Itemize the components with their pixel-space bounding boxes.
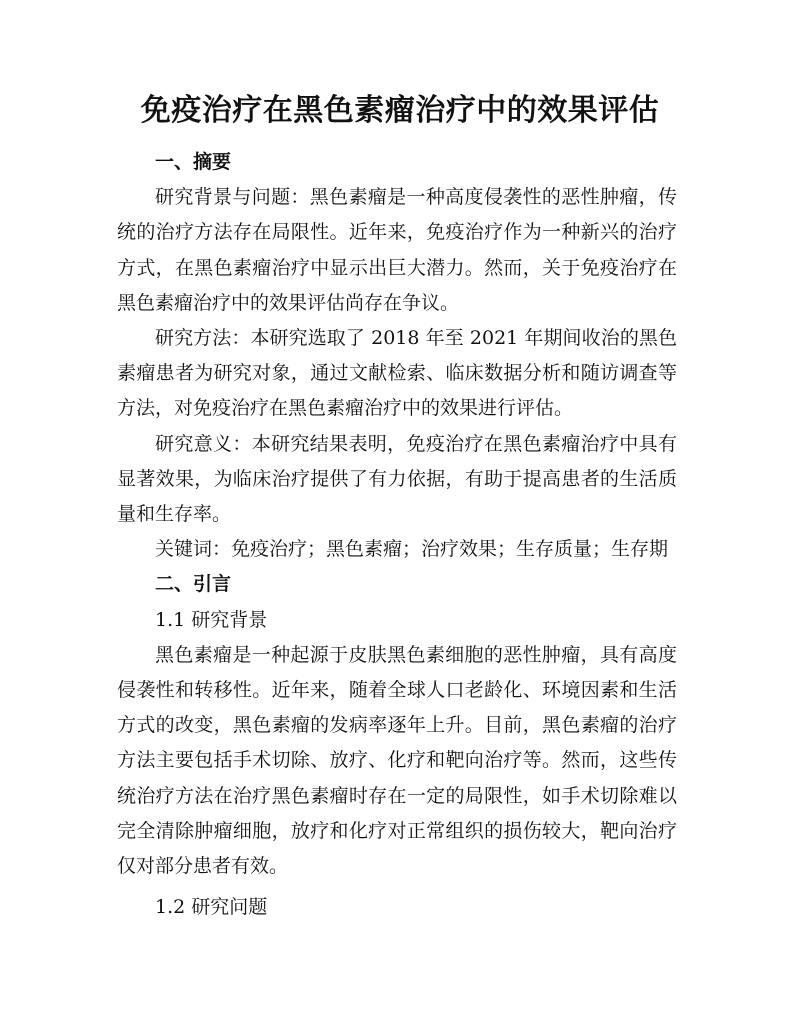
abstract-background-paragraph: 研究背景与问题：黑色素瘤是一种高度侵袭性的恶性肿瘤，传统的治疗方法存在局限性。近年来，免疫治疗作为一种新兴的治疗方式，在黑色素瘤治疗中显示出巨大潜力。然而，关于免疫治疗在黑色素瘤治疗中的效果评估尚存在争议。: [117, 186, 677, 314]
document-title: 免疫治疗在黑色素瘤治疗中的效果评估: [140, 93, 660, 128]
keywords-line: 关键词：免疫治疗；黑色素瘤；治疗效果；生存质量；生存期: [155, 538, 669, 561]
research-question-heading: 1.2 研究问题: [155, 896, 268, 919]
research-background-paragraph: 黑色素瘤是一种起源于皮肤黑色素细胞的恶性肿瘤，具有高度侵袭性和转移性。近年来，随着全球人口老龄化、环境因素和生活方式的改变，黑色素瘤的发病率逐年上升。目前，黑色素瘤的治疗方法主要包括手术切除、放疗、化疗和靶向治疗等。然而，这些传统治疗方法在治疗黑色素瘤时存在一定的局限性，如手术切除难以完全清除肿瘤细胞，放疗和化疗对正常组织的损伤较大，靶向治疗仅对部分患者有效。: [117, 643, 677, 878]
document-body: [117, 145, 677, 925]
abstract-heading: 一、摘要: [155, 151, 232, 173]
abstract-methods-paragraph: 研究方法：本研究选取了 2018 年至 2021 年期间收治的黑色素瘤患者为研究对象，通过文献检索、临床数据分析和随访调查等方法，对免疫治疗在黑色素瘤治疗中的效果进行评估。: [117, 327, 677, 420]
research-background-heading: 1.1 研究背景: [155, 608, 268, 631]
introduction-heading: 二、引言: [155, 573, 232, 596]
abstract-significance-paragraph: 研究意义：本研究结果表明，免疫治疗在黑色素瘤治疗中具有显著效果，为临床治疗提供了有力依据，有助于提高患者的生活质量和生存率。: [117, 432, 677, 526]
